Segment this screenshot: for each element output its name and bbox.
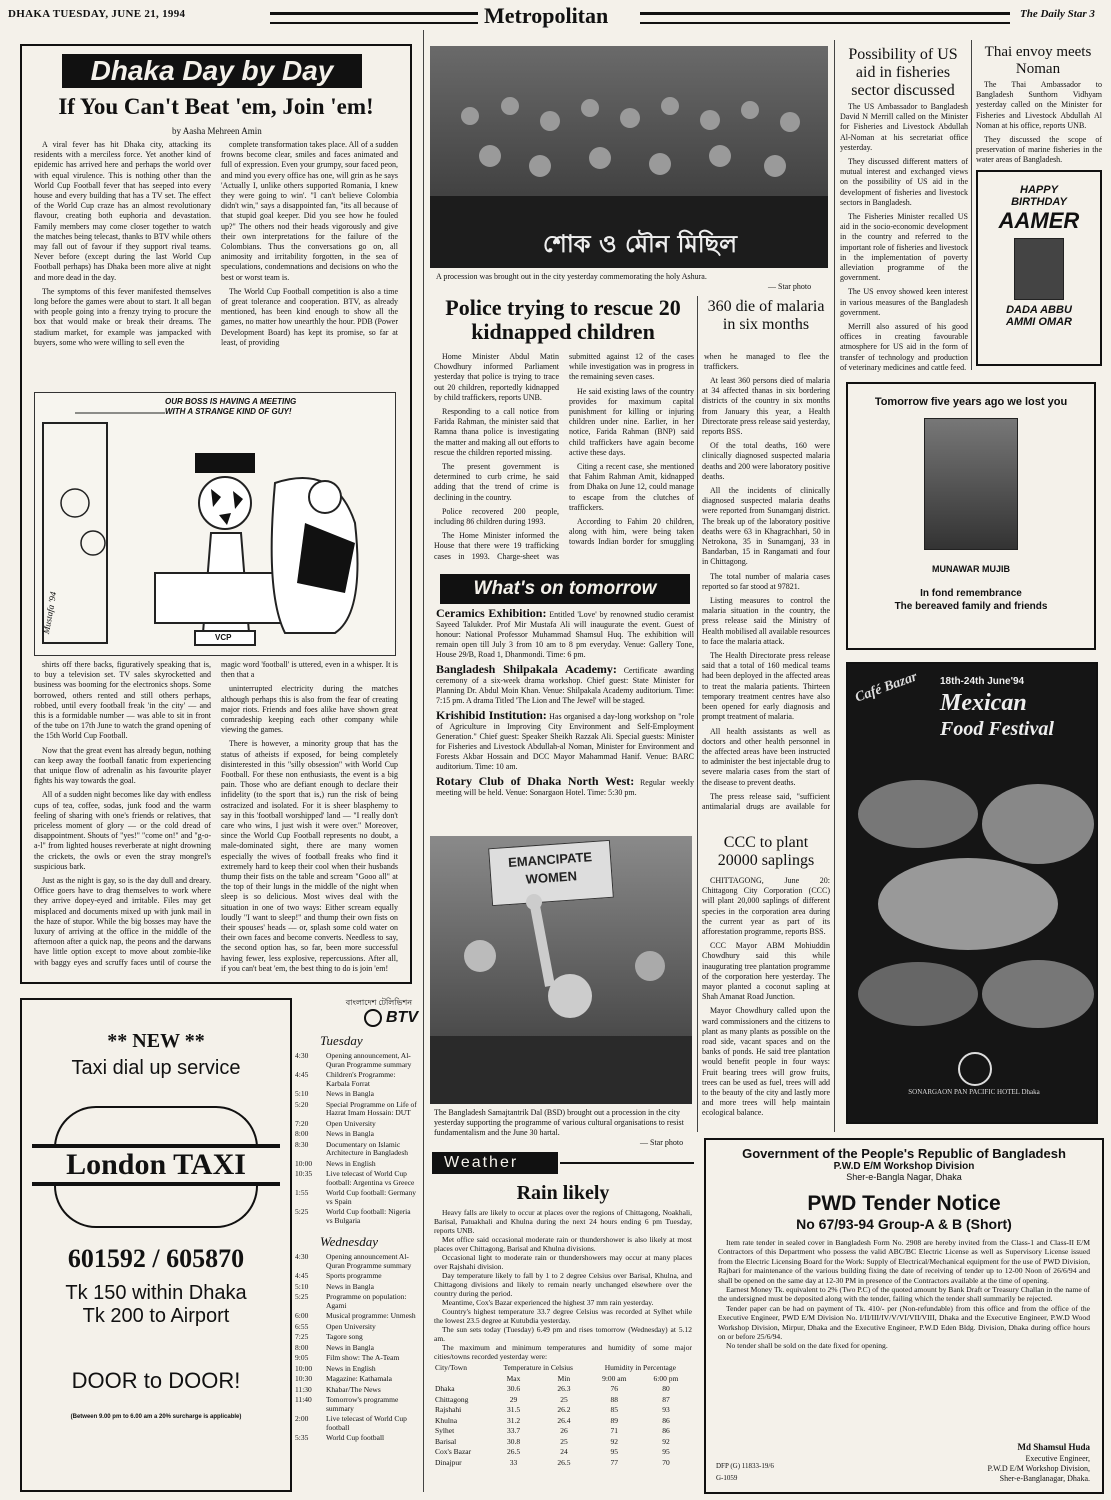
btv-tuesday-label: Tuesday <box>320 1033 363 1048</box>
btv-row <box>294 1374 418 1385</box>
para: They discussed the scope of preservation of marine fisheries in the water areas of Bangladesh. <box>976 135 1102 165</box>
btv-programme: World Cup football <box>326 1433 385 1442</box>
weather-row <box>434 1395 692 1406</box>
birthday-from2: AMMI OMAR <box>1006 316 1072 328</box>
section-rule-right <box>640 12 1010 24</box>
weather-value: 26.4 <box>557 1415 571 1425</box>
weather-value: 86 <box>662 1426 670 1435</box>
btv-row <box>294 1169 418 1188</box>
para: The present government is determined to curb crime, he said adding that the trend of crime is declining in the country. <box>434 462 559 502</box>
btv-time: 5:20 <box>295 1099 309 1109</box>
para: The US Ambassador to Bangladesh David N Merrill called on the Minister for Fisheries and Livestock Abdullah Al-Noman at his secretariat office yesterday. <box>840 102 968 152</box>
btv-row <box>294 1364 418 1375</box>
para: shirts off there backs, figuratively speaking that is, to buy a television set. TV sales skyrocketted and business was booming for the electronics shops. Some borrowed, others rented and still others perhaps, robbed, until every football freak 'in the city' — and this is a formidable number — was able to sit in front of the tube on 17th June to watch the grand opening of the 15th World Cup Football. <box>34 660 211 741</box>
column-rule <box>697 296 698 1132</box>
btv-time: 4:30 <box>295 1051 309 1060</box>
btv-row <box>294 1070 418 1089</box>
memoriam-l1: In fond remembrance <box>920 588 1022 599</box>
btv-programme: Musical programme: Unmesh <box>326 1311 416 1320</box>
dhaka-day-body-2 <box>34 660 398 980</box>
memoriam-ad <box>846 382 1096 650</box>
btv-programme: Tagore song <box>326 1332 363 1341</box>
btv-time: 4:30 <box>295 1252 309 1261</box>
dhaka-day-banner <box>62 54 362 88</box>
btv-row <box>294 1129 418 1140</box>
btv-time: 2:00 <box>295 1414 309 1423</box>
btv-logo-icon <box>364 1009 382 1027</box>
weather-value: 29 <box>509 1394 518 1404</box>
taxi-service: Taxi dial up service <box>71 1057 241 1079</box>
cartoon-signature: Mustafa '94 <box>41 590 59 635</box>
btv-row <box>294 1282 418 1293</box>
birthday-name: AAMER <box>998 208 1080 233</box>
weather-city: Khulna <box>435 1415 458 1425</box>
weather-value: 77 <box>610 1457 618 1467</box>
btv-time: 4:45 <box>295 1271 309 1280</box>
weather-row <box>434 1384 692 1395</box>
weather-headline: Rain likely <box>516 1182 610 1204</box>
weather-value: 33.7 <box>506 1426 521 1435</box>
para: The total number of malaria cases reported so far stood at 97821. <box>702 571 830 591</box>
memoriam-l2: The bereaved family and friends <box>894 601 1048 612</box>
para: The Thai Ambassador to Bangladesh Sunthorn Vidhyam yesterday called on the Minister for Fisheries and Livestock Abdullah Al Noman at his office, reports UNB. <box>976 80 1102 130</box>
btv-programme: News in English <box>326 1363 376 1373</box>
btv-programme: Children's Programme: Karbala Forrat <box>326 1070 396 1088</box>
fisheries-headline: Possibility of US aid in fisheries sector discussed <box>848 46 958 99</box>
weather-city: Dinajpur <box>435 1457 462 1467</box>
btv-programme: News in Bangla <box>326 1342 374 1352</box>
btv-row <box>294 1188 418 1207</box>
bsd-credit: — Star photo <box>640 1138 684 1147</box>
taxi-new: ** NEW ** <box>107 1030 205 1052</box>
birthday-photo <box>1014 238 1064 300</box>
para: CCC Mayor ABM Mohiuddin Chowdhury said this while inaugurating tree plantation programme of the corporation here yesterday. The mayor planted a coconut sapling at Shah Amanat Road Junction. <box>702 941 830 1002</box>
para: The US envoy showed keen interest in various measures of the Bangladesh government. <box>840 287 968 317</box>
btv-programme: Khabar/The News <box>326 1384 381 1394</box>
btv-programme: Film show: The A-Team <box>326 1353 400 1362</box>
weather-value: 88 <box>610 1394 618 1404</box>
btv-row <box>294 1051 418 1070</box>
whats-on-list <box>436 608 694 802</box>
weather-table <box>434 1363 692 1468</box>
procession-credit: — Star photo <box>768 282 812 291</box>
para: According to Fahim 20 children, along with him, were being taken towards Indian border for smuggling when he managed to flee the traffickers. <box>569 352 829 547</box>
taxi-ad <box>20 998 292 1492</box>
btv-row <box>294 1343 418 1354</box>
weather-sub: Max <box>506 1373 521 1383</box>
whats-on-body: Has organised a day-long workshop on "role of Agriculture in Improving City Environment and Self-Employment Generation." Chief guest: Speaker Sheikh Razzak Ali. Special guests: Minister for Fisheries and Livestock Abdullah-al Noman, Minister for Environment and Forests Akbar Hossain and DCC Mayor Mahammad Hanif. Venue: BARC auditorium. Time: 10 am. <box>436 712 694 771</box>
tender-signer: Md Shamsul Huda <box>1017 1442 1090 1452</box>
whats-on-title: Bangladesh Shilpakala Academy: <box>436 662 617 676</box>
btv-programme: News in Bangla <box>326 1281 374 1291</box>
para: The Health Directorate press release said that a total of 160 medical teams had been deployed in the affected areas to treat the malaria patients. Thirteen temporary treatment centres have also been opened for early diagnosis and prompt treatment of malaria. <box>702 651 830 722</box>
btv-logo-text: BTV <box>386 1009 418 1026</box>
btv-bangla: বাংলাদেশ টেলিভিশন <box>345 998 412 1007</box>
btv-row <box>294 1140 418 1159</box>
weather-row <box>434 1437 692 1448</box>
btv-programme: Open University <box>326 1321 376 1331</box>
section-rule-left <box>270 12 478 24</box>
btv-row <box>294 1159 418 1170</box>
btv-time: 8:00 <box>295 1129 309 1138</box>
weather-value: 93 <box>662 1405 670 1414</box>
para: Police recovered 200 people, including 86 children during 1993. <box>434 506 559 527</box>
procession-caption: A procession was brought out in the city yesterday commemorating the holy Ashura. <box>436 272 707 281</box>
para: They discussed different matters of mutual interest and exchanged views on the possibility of US aid in the development of fisheries and livestock sectors in Bangladesh. <box>840 157 968 207</box>
dhaka-day-body-1 <box>34 140 398 388</box>
column-rule <box>971 40 972 370</box>
whats-on-body: Certificate awarding ceremony of a six-week drama workshop. Chief guest: State Minister for Planning Dr. Abdul Moin Khan. Venue: Shilpakala Academy auditorium. Time: 7:15 pm. A drama Titled 'The Lion and The Jewel' will be staged. <box>436 666 694 705</box>
mexican-hotel: SONARGAON PAN PACIFIC HOTEL Dhaka <box>908 1088 1040 1096</box>
section-title: Metropolitan <box>484 3 609 28</box>
weather-city: Sylhet <box>435 1426 455 1435</box>
btv-programme: World Cup football: Nigeria vs Bulgaria <box>326 1207 411 1225</box>
whats-on-item <box>436 776 694 798</box>
tender-title: PWD Tender Notice <box>807 1192 1001 1215</box>
mexican-ad <box>846 662 1098 1124</box>
tender-title2: Executive Engineer, <box>1025 1454 1090 1463</box>
weather-value: 26 <box>560 1426 568 1435</box>
para: Citing a recent case, she mentioned that Fahim Rahman Amit, kidnapped from Dhaka on June 12, could manage to escape from the clutches of traffickers. <box>569 462 694 512</box>
weather-row <box>434 1458 692 1469</box>
dateline: DHAKA TUESDAY, JUNE 21, 1994 <box>8 8 186 20</box>
btv-row <box>294 1395 418 1414</box>
birthday-from1: DADA ABBU <box>1006 304 1072 316</box>
weather-value: 71 <box>610 1426 618 1435</box>
tender-g: G-1059 <box>716 1474 738 1482</box>
weather-city: Barisal <box>435 1436 457 1446</box>
weather-sub <box>434 1374 488 1385</box>
btv-tuesday-table <box>294 1051 418 1226</box>
btv-row <box>294 1311 418 1322</box>
btv-row <box>294 1119 418 1130</box>
memoriam-name: MUNAWAR MUJIB <box>932 564 1010 574</box>
para: Home Minister Abdul Matin Chowdhury informed Parliament yesterday that police is trying to trace out 20 children, reportedly kidnapped by child traffickers, reports UNB. <box>434 352 559 402</box>
btv-programme: News in Bangla <box>326 1129 374 1138</box>
btv-programme: Programme on population: Agami <box>326 1292 407 1310</box>
para: All of a sudden night becomes like day with endless cups of tea, coffee, sodas, junk food and the warm feeling of sharing with one's friends or relatives, that priceless moment of glory — or the cold dread of disappointment. Shouts of "yes!" "come on!" and "g-o-a-l" from lighted houses reverberate at night drowning the crickets, the owls or even the stray mongrel's suspicious bark. <box>34 790 211 871</box>
btv-programme: Live telecast of World Cup football <box>326 1414 407 1432</box>
whats-on-body: Entitled 'Love' by renowned studio ceramist Sayeed Talukder. Prof Mir Mustafa Ali will inaugurate the event. Guest of honour: National Professor Muhammad Shamsul Huq. The exhibition will remain open till July 3 from 10 am to 8 pm everyday. Venue: Gallery Tone, House 29/B, Road 1, Dhanmondi. Time: 6 pm. <box>436 610 694 659</box>
memoriam-photo <box>924 418 1018 550</box>
ccc-body <box>702 876 830 1126</box>
btv-time: 5:10 <box>295 1281 309 1291</box>
btv-programme: News in English <box>326 1158 376 1168</box>
btv-programme: Documentary on Islamic Architecture in Bangladesh <box>326 1139 409 1157</box>
para: There is however, a minority group that has the status of atheists if exposed, for being completely disinterested in this "silly obsession" with World Cup Football. For these non enthusiasts, the event is a big pain. Those who are defiant enough to declare their infidelity (to the sport that is,) run the risk of being ostracized and isolated. For it is sheer blasphemy to say in this 'football worshipped' land — "I really don't care who wins, I just wish it were over." Moreover, since the World Cup Football represents no doubt, a male-dominated sight, there are many women especially the wives of football freaks who find it extremely hard to keep their cool when their husbands thump their fists on the table and scream "Gooo all" at the top of their lungs in the middle of the night when sleep is so delicious. Most wives deal with the situation in one of two ways: Either scream equally loudly "I want to sleep!" and thump their own fists on their spouses' heads — or, splash some cold water on their own faces and become converts. Needless to say, the second option has, so far, been more successful having fewer, less explosive, repercussions. After all, if you can't beat 'em, the best thing to do is join 'em! <box>221 739 398 973</box>
birthday-l1: HAPPY <box>1020 184 1058 196</box>
weather-value: 26.5 <box>557 1457 571 1467</box>
tender-title3: P.W.D E/M Workshop Division, <box>987 1464 1090 1473</box>
btv-schedule <box>294 998 418 1444</box>
dhaka-day-box <box>20 44 412 984</box>
memoriam-title: Tomorrow five years ago we lost you <box>874 396 1068 408</box>
whats-on-title: Ceramics Exhibition: <box>436 606 547 620</box>
whats-on-body: Regular weekly meeting will be held. Venue: Sonargaon Hotel. Time: 5:30 pm. <box>436 778 694 797</box>
btv-programme: Magazine: Kathamala <box>326 1374 393 1383</box>
para: At least 360 persons died of malaria at 34 affected thanas in six bordering districts of the country in six months from January this year, a Health Directorate press release said yesterday, reports BSS. <box>702 376 830 437</box>
btv-programme: News in Bangla <box>326 1089 374 1098</box>
weather-body <box>434 1208 692 1468</box>
btv-programme: Special Programme on Life of Hazrat Imam Hossain: DUT <box>326 1099 417 1117</box>
whats-on-item <box>436 664 694 706</box>
para: Day temperature likely to fall by 1 to 2 degree Celsius over Barisal, Khulna, and Chittagong divisions and likely to remain nearly unchanged elsewhere over the country during the period. <box>434 1271 692 1298</box>
btv-programme: Live telecast of World Cup football: Argentina vs Greece <box>326 1169 415 1187</box>
weather-th-hum: Humidity in Percentage <box>604 1363 676 1372</box>
bsd-placard-text: EMANCIPATE WOMEN <box>507 849 593 887</box>
police-headline: Police trying to rescue 20 kidnapped children <box>445 295 681 344</box>
para: CHITTAGONG, June 20: Chittagong City Corporation (CCC) will plant 20,000 saplings of different species in the corporation area during the current year as part of its afforestation programme, reports BSS. <box>702 876 830 937</box>
para: A viral fever has hit Dhaka city, attacking its residents with a merciless force. Yet another kind of epidemic has arrived here and perhaps the world over with equal virulence. This is nothing other than the World Cup Football fever that has seeped into every house and every building that has a TV set. The effect of the World Cup craze has an almost revolutionary flavour, creating both euphoria and devastation. Family members may come closer together to watch the matches being telecast, thanks to BTV while others may fall out of favour if they support rival teams. Never before (except during the last World Cup Football perhaps) has Dhaka been more alive at night and more dead in the day. <box>34 140 211 282</box>
para: All health assistants as well as doctors and other health personnel in the affected areas have been instructed to administer the best injectable drug to severe malaria cases from the start of the disease to prevent deaths. <box>702 726 830 787</box>
weather-row <box>434 1405 692 1416</box>
cartoon-drawing <box>35 393 395 655</box>
para: Of the total deaths, 160 were clinically diagnosed suspected malaria deaths and 200 were laboratory positive deaths. <box>702 441 830 481</box>
para: Earnest Money Tk. equivalent to 2% (Two P.C) of the quoted amount by Bank Draft or Treasury Challan in the name of the undersigned must be deposited along with the tender, failing which the tender shall summarily be rejected. <box>718 1285 1090 1304</box>
btv-programme: Opening announcement, Al-Quran Programme summary <box>326 1051 412 1069</box>
thai-body <box>976 80 1102 168</box>
weather-value: 30.6 <box>506 1384 521 1393</box>
para: Occasional light to moderate rain or thundershowers may occur at many places over Rajshahi division. <box>434 1253 692 1271</box>
btv-time: 8:30 <box>295 1139 309 1149</box>
weather-value: 26.5 <box>506 1447 521 1456</box>
btv-time: 5:25 <box>295 1292 309 1301</box>
procession-banner-text: শোক ও মৌন মিছিল <box>542 230 738 258</box>
mexican-title1: Mexican <box>940 690 1027 716</box>
tender-body <box>706 1238 1102 1351</box>
weather-value: 26.3 <box>557 1384 571 1393</box>
btv-row <box>294 1385 418 1396</box>
btv-row <box>294 1353 418 1364</box>
dhaka-day-byline: by Aasha Mehreen Amin <box>172 126 262 136</box>
weather-value: 85 <box>610 1405 618 1414</box>
para: The Home Minister informed the House that there were 19 trafficking cases in 1993. Charge-sheet was submitted against 12 of the cases while investigation was in progress in the remaining seven cases. <box>434 352 694 561</box>
taxi-note: (Between 9.00 pm to 6.00 am a 20% surcharge is applicable) <box>70 1414 242 1420</box>
weather-sub: 6:00 pm <box>653 1373 679 1383</box>
btv-programme: World Cup football: Germany vs Spain <box>326 1188 417 1206</box>
btv-logo <box>294 1009 418 1027</box>
whats-on-banner <box>440 574 690 604</box>
btv-time: 10:35 <box>295 1169 313 1178</box>
para: No tender shall be sold on the date fixed for opening. <box>726 1341 888 1351</box>
btv-programme: Sports programme <box>326 1271 382 1280</box>
btv-row <box>294 1414 418 1433</box>
para: Just as the night is gay, so is the day dull and dreary. Office goers have to drag themselves to work where they arrive dopey-eyed and irritable. Files may get misplaced and documents mixed up with junk mail in the haze of stupor. While the big bosses may have the luxury of arriving at the office in the middle of the afternoon after a quick nap, the peons and the darwans have little option except to move about zombie-like with baggy eyes and scruffy faces until of course the magic word 'football' is uttered, even in a whisper. It is then that a <box>34 660 398 967</box>
dhaka-day-headline: If You Can't Beat 'em, Join 'em! <box>58 94 374 119</box>
whats-on-title: Krishibid Institution: <box>436 708 547 722</box>
weather-city: Dhaka <box>435 1384 455 1393</box>
btv-time: 6:00 <box>295 1311 309 1320</box>
btv-time: 5:25 <box>295 1207 309 1216</box>
btv-time: 9:05 <box>295 1353 309 1362</box>
btv-row <box>294 1252 418 1271</box>
weather-value: 92 <box>610 1436 618 1446</box>
btv-time: 10:30 <box>295 1374 313 1383</box>
taxi-hat-brim <box>54 1186 258 1228</box>
taxi-hat <box>54 1106 258 1148</box>
tender-no: No 67/93-94 Group-A & B (Short) <box>796 1216 1012 1232</box>
btv-time: 7:25 <box>295 1332 309 1341</box>
para: The maximum and minimum temperatures and humidity of some major cities/towns recorded yesterday were: <box>434 1343 692 1361</box>
taxi-phones: 601592 / 605870 <box>67 1244 245 1273</box>
weather-value: 80 <box>662 1384 670 1393</box>
btv-time: 10:00 <box>295 1158 313 1168</box>
btv-programme: Tomorrow's programme summary <box>326 1395 399 1413</box>
weather-row <box>434 1416 692 1427</box>
whats-on-title: Rotary Club of Dhaka North West: <box>436 774 635 788</box>
btv-time: 1:55 <box>295 1188 309 1197</box>
para: Merrill also assured of his good offices in creating favourable atmosphere for US aid in the form of transfer of technology and production of veterinary medicines and cattle feed. <box>840 322 968 372</box>
weather-value: 86 <box>662 1415 670 1425</box>
column-rule <box>834 40 835 1132</box>
mexican-cafe: Café Bazar <box>853 669 920 706</box>
malaria-body <box>702 376 830 810</box>
birthday-ad <box>976 170 1102 366</box>
weather-value: 95 <box>610 1447 618 1456</box>
btv-time: 8:00 <box>295 1342 309 1352</box>
para: Met office said occasional moderate rain or thundershower is also likely at most places over Chittagong, Barisal and Khulna divisions. <box>434 1235 692 1253</box>
para: uninterrupted electricity during the matches although perhaps this is also from the fear of creating major riots. Friends and foes alike have shown great comradeship keeping each other company while viewing the games. <box>221 684 398 735</box>
birthday-l2: BIRTHDAY <box>1011 196 1067 208</box>
btv-row <box>294 1292 418 1311</box>
btv-row <box>294 1207 418 1226</box>
btv-programme: Opening announcement Al-Quran Programme summary <box>326 1252 412 1270</box>
btv-wednesday-label: Wednesday <box>320 1234 379 1249</box>
weather-row <box>434 1447 692 1458</box>
ccc-headline: CCC to plant 20000 saplings <box>717 834 815 869</box>
weather-sub: 9:00 am <box>602 1373 627 1383</box>
btv-row <box>294 1100 418 1119</box>
weather-rule <box>560 1162 694 1164</box>
weather-value: 31.2 <box>506 1415 521 1425</box>
btv-time: 7:20 <box>295 1118 309 1128</box>
btv-time: 5:10 <box>295 1089 309 1098</box>
btv-time: 5:35 <box>295 1433 309 1442</box>
para: The Fisheries Minister recalled US aid in the socio-economic development in the country and referred to the important role of fisheries and livestock in the implementation of poverty alleviation programme of the government. <box>840 212 968 283</box>
cartoon <box>34 392 396 656</box>
weather-value: 76 <box>610 1384 618 1393</box>
weather-value: 33 <box>509 1457 518 1467</box>
btv-row <box>294 1089 418 1100</box>
weather-value: 30.8 <box>506 1436 521 1446</box>
dhaka-day-banner-text: Dhaka Day by Day <box>90 55 334 86</box>
weather-value: 25 <box>560 1436 568 1446</box>
bsd-photo <box>430 836 692 1104</box>
whats-on-item <box>436 710 694 772</box>
para: Country's highest temperature 33.7 degree Celsius was recorded at Sylhet while the lowest 23.5 degree at Kutubdia yesterday. <box>434 1307 692 1325</box>
paper-name: The Daily Star 3 <box>1020 8 1095 20</box>
weather-value: 95 <box>662 1447 670 1456</box>
mexican-dates: 18th-24th June'94 <box>940 676 1025 687</box>
tender-gov: Government of the People's Republic of Bangladesh <box>742 1146 1066 1161</box>
cartoon-vcp: VCP <box>215 633 232 642</box>
tender-division: P.W.D E/M Workshop Division <box>833 1161 975 1172</box>
para: complete transformation takes place. All of a sudden frowns become clear, smiles and faces animated and full of expression. Even your grumpy, sour faced peon, and mind you every office has one, will grin as he says 'Actually I, unlike others supported Romania, I knew they were going to win'. "I can't believe Colombia didn't win," says a disappointed fan, "its all because of that stupid goal keeper. Did you see how he fouled up?" The others nod their heads vigorously and give their own interpretations for the failure of the Colombians. Thus the conversations go on, all animosity and irritability forgotten, in the sea of speculations, condemnations and decisions on who the best or worst team is. <box>221 140 398 282</box>
btv-row <box>294 1433 418 1444</box>
para: All the incidents of clinically diagnosed suspected malaria deaths were reported from Sunamganj district. The break up of the laboratory positive deaths were 63 in Khagrachhari, 50 in Netrokona, 35 in Sunamganj, 33 in Bandarban, 15 in Rangamati and four in Chittagong. <box>702 486 830 567</box>
mexican-hotel-logo <box>958 1052 992 1086</box>
cartoon-caption: OUR BOSS IS HAVING A MEETING WITH A STRANGE KIND OF GUY! <box>165 397 297 416</box>
para: Meantime, Cox's Bazar experienced the highest 37 mm rain yesterday. <box>442 1298 654 1307</box>
weather-value: 26.2 <box>557 1405 571 1414</box>
bsd-caption: The Bangladesh Samajtantrik Dal (BSD) brought out a procession in the city yesterday supporting the programme of various cultural organisations to resist fundamentalism and the June 30 hartal. <box>434 1108 684 1137</box>
weather-value: 92 <box>662 1436 670 1446</box>
weather-th-city: City/Town <box>435 1363 467 1372</box>
btv-row <box>294 1332 418 1343</box>
btv-row <box>294 1271 418 1282</box>
btv-time: 10:00 <box>295 1363 313 1373</box>
btv-time: 4:45 <box>295 1070 309 1079</box>
tender-dfp: DFP (G) 11833-19/6 <box>716 1462 774 1470</box>
para: Item rate tender in sealed cover in Bangladesh Form No. 2908 are hereby invited from the Class-1 and Class-II E/M Contractors of this Department who possess the valid ABC/BC Electric License as well as Supervisory License issued from the Electric Licensing Board for the Work: Supply of Electrical/Mechanical equipment for the use of PWD Division, Rajbari for maintenance of the various building fixing the date of receiving of tender up to 12-00 Noon of 26/6/94 and shall be opened on the same day at 12-30 PM in presence of the Contractors available at the time of opening. <box>718 1238 1090 1285</box>
procession-photo <box>430 46 828 268</box>
para: Listing measures to control the malaria situation in the country, the press release said the Ministry of Health mobilised all available resources to face the malaria attack. <box>702 596 830 646</box>
para: The sun sets today (Tuesday) 6.49 pm and rises tomorrow (Wednesday) at 5.12 am. <box>434 1325 692 1343</box>
mexican-title2: Food Festival <box>940 718 1054 740</box>
weather-value: 25 <box>560 1394 568 1404</box>
fisheries-body <box>840 102 968 374</box>
tender-address: Sher-e-Bangla Nagar, Dhaka <box>846 1172 962 1182</box>
bsd-crowd <box>430 836 692 1104</box>
btv-time: 11:30 <box>295 1384 312 1394</box>
weather-value: 70 <box>662 1457 670 1467</box>
taxi-rate2: Tk 200 to Airport <box>82 1305 230 1327</box>
whats-on-item <box>436 608 694 660</box>
weather-th-temp: Temperature in Celsius <box>503 1363 573 1372</box>
para: He said existing laws of the country provides for maximum capital punishment for killing or injuring children under nine. Earlier, in her notice, Farida Rahman (BNP) said child traffickers have again become active these days. <box>569 386 694 457</box>
weather-value: 89 <box>610 1415 618 1425</box>
weather-banner <box>432 1152 558 1174</box>
whats-on-banner-text: What's on tomorrow <box>473 578 657 599</box>
weather-value: 24 <box>560 1447 568 1456</box>
taxi-logo: London TAXI <box>32 1144 280 1186</box>
para: The World Cup Football competition is also a time of great tolerance and cooperation. BTV, as already mentioned, has been kind enough to show all the games, no matter how unearthly the hour. PDB (Power Development Board) has kept its promise, so far at least, of providing <box>221 286 398 347</box>
para: The press release said, "sufficient antimalarial drugs are available for <box>702 791 830 810</box>
btv-time: 11:40 <box>295 1395 312 1404</box>
para: The symptoms of this fever manifested themselves long before the games were about to start. It all began with people going into a frenzy trying to procure the box that would make or break their dreams. The stadium market, for example was jampacked with buyers, some who were willing to sell even the <box>34 286 211 347</box>
para: Now that the great event has already begun, nothing can keep away the football fanatic from experiencing that unique flow of adrenalin as his favourite player fights his way towards the goal. <box>34 745 211 786</box>
weather-city: Chittagong <box>435 1394 469 1404</box>
btv-wednesday-table <box>294 1252 418 1444</box>
mexican-food-photo <box>848 754 1098 1054</box>
malaria-headline: 360 die of malaria in six months <box>707 298 825 333</box>
weather-value: 31.5 <box>506 1405 521 1414</box>
weather-value: 87 <box>662 1394 670 1404</box>
thai-headline: Thai envoy meets Noman <box>984 44 1092 77</box>
column-rule <box>423 30 424 1492</box>
para: Tender paper can be had on payment of Tk. 410/- per (Non-refundable) from this office and from the office of the Executive Engineer, PWD E/M Division No. I/II/III/IV/V/VI/VII/VIII, Dhaka and the Executive Engineer, P.W.D Wood Workshop Division, Mirpur, Dhaka and the Executive Engineer, P.W.D Eden Bldg. Division, Dhaka during office hours on or before 25/6/94. <box>718 1303 1090 1342</box>
btv-programme: Open University <box>326 1118 376 1128</box>
para: Heavy falls are likely to occur at places over the regions of Chittagong, Noakhali, Barisal, Patuakhali and Khulna during the next 24 hours ending 6 pm Tuesday, reports UNB. <box>434 1208 692 1235</box>
weather-city: Cox's Bazar <box>435 1447 472 1456</box>
weather-sub: Min <box>557 1373 571 1383</box>
tender-title4: Sher-e-Banglanagar, Dhaka. <box>999 1474 1090 1483</box>
tender-notice <box>704 1138 1104 1494</box>
taxi-rate1: Tk 150 within Dhaka <box>65 1282 247 1304</box>
para: Responding to a call notice from Farida Rahman, the minister said that Ramna thana police is investigating the matter and making all out efforts to rescue the children reported missing. <box>434 407 559 457</box>
btv-row <box>294 1322 418 1333</box>
taxi-door: DOOR to DOOR! <box>71 1368 241 1393</box>
btv-time: 6:55 <box>295 1321 309 1331</box>
para: Mayor Chowdhury called upon the ward commissioners and the citizens to plant as many plants as possible on the road side, vacant spaces and on the banks of ponds. He said tree plantation would benefit people in four ways: Fruit bearing trees will grow fruits, trees can be used as fuel, trees will add to the beauty of the city and lastly more and more trees will help maintain ecological balance. <box>702 1006 830 1118</box>
weather-banner-text: Weather <box>444 1154 519 1171</box>
weather-city: Rajshahi <box>435 1405 462 1414</box>
weather-row <box>434 1426 692 1437</box>
